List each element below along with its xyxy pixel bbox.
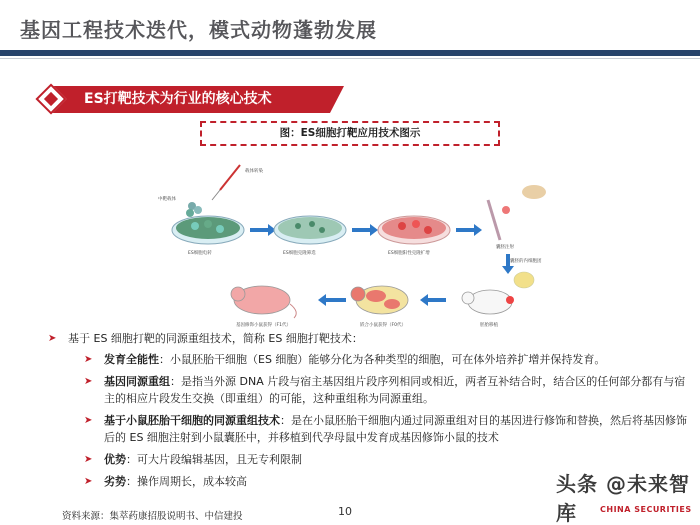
item-text: ：小鼠胚胎干细胞（ES 细胞）能够分化为各种类型的细胞，可在体外培养扩增并保持发育。 — [159, 353, 606, 366]
item-text: ：可大片段编辑基因，且无专利限制 — [126, 453, 302, 466]
dish-es-screen — [274, 216, 346, 244]
dish-es-expand — [378, 216, 450, 244]
title-rule-thin — [0, 58, 700, 59]
list-item — [48, 451, 688, 468]
page-number: 10 — [338, 505, 352, 518]
label-transfer: 胚胎移植 — [480, 323, 498, 328]
arrow-bullet-icon: ➤ — [84, 415, 93, 426]
label-es-screen: ES细胞克隆筛选 — [283, 251, 316, 256]
bullet-intro — [48, 330, 688, 347]
arrow-bullet-icon: ➤ — [84, 376, 93, 387]
item-label: 劣势 — [104, 475, 126, 488]
blastocyst-injection — [488, 185, 546, 240]
label-gene-mouse: 基因修饰小鼠获得（F1代） — [236, 323, 291, 328]
page-title: 基因工程技术迭代，模式动物蓬勃发展 — [20, 18, 377, 42]
label-es-electro: ES细胞电转 — [188, 251, 212, 256]
list-item — [48, 351, 688, 368]
item-label: 基因同源重组 — [104, 375, 170, 388]
arrow-bullet-icon: ➤ — [84, 354, 93, 365]
list-item — [48, 373, 688, 407]
label-chimera: 嵌合小鼠获得（F0代） — [360, 323, 406, 328]
bullet-intro-text: 基于 ES 细胞打靶的同源重组技术，简称 ES 细胞打靶技术： — [68, 332, 363, 345]
section-banner-tail — [330, 86, 344, 113]
item-label: 基于小鼠胚胎干细胞的同源重组技术 — [104, 414, 280, 427]
syringe-icon — [212, 165, 240, 200]
surrogate-mouse — [462, 290, 514, 314]
inner-cell-dish — [514, 272, 534, 288]
watermark-logo: 头条 @未来智库 — [556, 472, 690, 525]
watermark-sub: CHINA SECURITIES — [600, 505, 692, 514]
section-heading: ES打靶技术为行业的核心技术 — [52, 86, 330, 113]
list-item — [48, 412, 688, 446]
item-text: ：是在小鼠胚胎干细胞内通过同源重组对目的基因进行修饰和替换，然后将基因修饰后的 ES 细胞注射到小鼠囊胚中，并移植到代孕母鼠中发育成基因修饰小鼠的技术 — [104, 414, 687, 444]
gene-modified-mouse — [231, 286, 296, 318]
target-vector-cluster — [186, 202, 202, 217]
arrow-bullet-icon: ➤ — [84, 476, 93, 487]
label-inner-cell: 囊胚的内细胞团 — [510, 259, 542, 264]
label-target-vector: 中靶载体 — [158, 197, 176, 202]
label-vector: 载体转染 — [245, 169, 263, 174]
label-es-expand: ES细胞阳性克隆扩增 — [388, 251, 430, 256]
item-label: 优势 — [104, 453, 126, 466]
chimera-mouse — [351, 286, 408, 314]
figure-caption: 图：ES细胞打靶应用技术图示 — [200, 121, 500, 146]
item-text: ：操作周期长，成本较高 — [126, 475, 247, 488]
title-rule — [0, 50, 700, 56]
source-note: 资料来源：集萃药康招股说明书、中信建投 — [62, 511, 243, 522]
es-targeting-diagram — [150, 150, 570, 335]
arrow-bullet-icon: ➤ — [48, 333, 57, 344]
dish-es-electro — [172, 216, 244, 244]
item-label: 发育全能性 — [104, 353, 159, 366]
arrow-bullet-icon: ➤ — [84, 454, 93, 465]
item-text: ：是指当外源 DNA 片段与宿主基因组片段序列相同或相近，两者互补结合时，结合区的任何部分都有与宿主的相应片段发生交换（即重组）的可能，这种重组称为同源重组。 — [104, 375, 686, 405]
label-blastocyst: 囊胚注射 — [496, 245, 514, 250]
